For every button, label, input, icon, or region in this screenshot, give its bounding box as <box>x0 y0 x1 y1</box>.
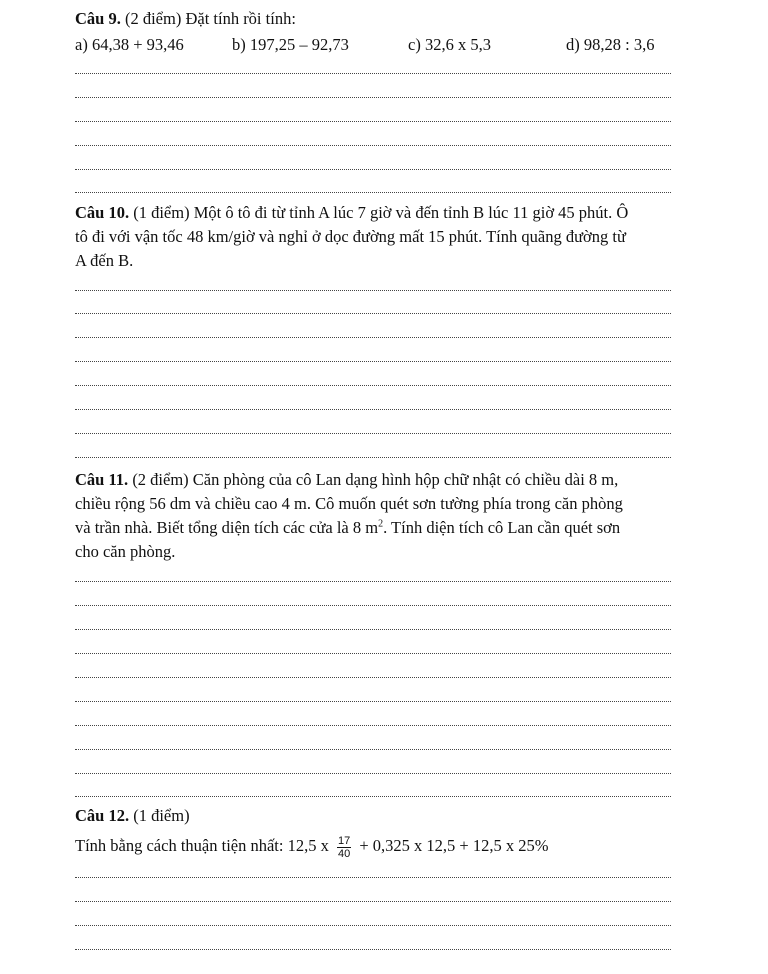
q9-item-c: c) 32,6 x 5,3 <box>408 35 491 54</box>
answer-line[interactable] <box>75 796 671 797</box>
answer-line[interactable] <box>75 192 671 193</box>
answer-line[interactable] <box>75 313 671 314</box>
q9-item-b: b) 197,25 – 92,73 <box>232 35 349 54</box>
fraction-denominator: 40 <box>337 847 351 860</box>
fraction-numerator: 17 <box>337 834 351 847</box>
question-10-line-1 <box>75 203 628 223</box>
answer-line[interactable] <box>75 581 671 582</box>
fraction <box>337 835 351 860</box>
answer-line[interactable] <box>75 457 671 458</box>
answer-line[interactable] <box>75 121 671 122</box>
answer-line[interactable] <box>75 605 671 606</box>
q9-item-d: d) 98,28 : 3,6 <box>566 35 655 54</box>
answer-line[interactable] <box>75 773 671 774</box>
question-11-line-1 <box>75 470 618 490</box>
question-10-label: Câu 10. <box>75 203 130 222</box>
answer-line[interactable] <box>75 925 671 926</box>
answer-line[interactable] <box>75 145 671 146</box>
answer-line[interactable] <box>75 73 671 74</box>
square-superscript: 2 <box>378 518 384 530</box>
question-12-points: (1 điểm) <box>129 806 190 825</box>
question-12-title <box>75 806 190 826</box>
question-9-title <box>75 9 296 29</box>
answer-line[interactable] <box>75 877 671 878</box>
question-11-text-3a: và trần nhà. Biết tổng diện tích các cửa là 8 m <box>75 518 379 537</box>
question-11-line-2: chiều rộng 56 dm và chiều cao 4 m. Cô muốn quét sơn tường phía trong căn phòng <box>75 494 623 513</box>
answer-line[interactable] <box>75 701 671 702</box>
question-10-line-3: A đến B. <box>75 251 134 270</box>
answer-line[interactable] <box>75 901 671 902</box>
answer-line[interactable] <box>75 725 671 726</box>
answer-line[interactable] <box>75 629 671 630</box>
question-10-line-2: tô đi với vận tốc 48 km/giờ và nghỉ ở dọc đường mất 15 phút. Tính quãng đường từ <box>75 227 626 246</box>
answer-line[interactable] <box>75 361 671 362</box>
question-10-text-1: (1 điểm) Một ô tô đi từ tỉnh A lúc 7 giờ và đến tỉnh B lúc 11 giờ 45 phút. Ô <box>129 203 629 222</box>
question-12-label: Câu 12. <box>75 806 130 825</box>
answer-line[interactable] <box>75 290 671 291</box>
question-12-instruction <box>75 834 548 860</box>
q9-item-a: a) 64,38 + 93,46 <box>75 35 184 54</box>
question-12-text-pre: Tính bằng cách thuận tiện nhất: 12,5 x <box>75 836 329 855</box>
answer-line[interactable] <box>75 433 671 434</box>
answer-line[interactable] <box>75 653 671 654</box>
question-11-line-4: cho căn phòng. <box>75 542 176 561</box>
question-9-points: (2 điểm) Đặt tính rồi tính: <box>120 9 296 28</box>
question-11-label: Câu 11. <box>75 470 129 489</box>
question-11-text-3b: . Tính diện tích cô Lan cần quét sơn <box>383 518 621 537</box>
question-12-text-post: + 0,325 x 12,5 + 12,5 x 25% <box>359 836 549 855</box>
question-9-label: Câu 9. <box>75 9 121 28</box>
answer-line[interactable] <box>75 949 671 950</box>
answer-line[interactable] <box>75 337 671 338</box>
answer-line[interactable] <box>75 97 671 98</box>
answer-line[interactable] <box>75 169 671 170</box>
answer-line[interactable] <box>75 409 671 410</box>
answer-line[interactable] <box>75 677 671 678</box>
answer-line[interactable] <box>75 385 671 386</box>
question-11-line-3 <box>75 518 620 538</box>
question-11-text-1: (2 điểm) Căn phòng của cô Lan dạng hình hộp chữ nhật có chiều dài 8 m, <box>128 470 619 489</box>
answer-line[interactable] <box>75 749 671 750</box>
